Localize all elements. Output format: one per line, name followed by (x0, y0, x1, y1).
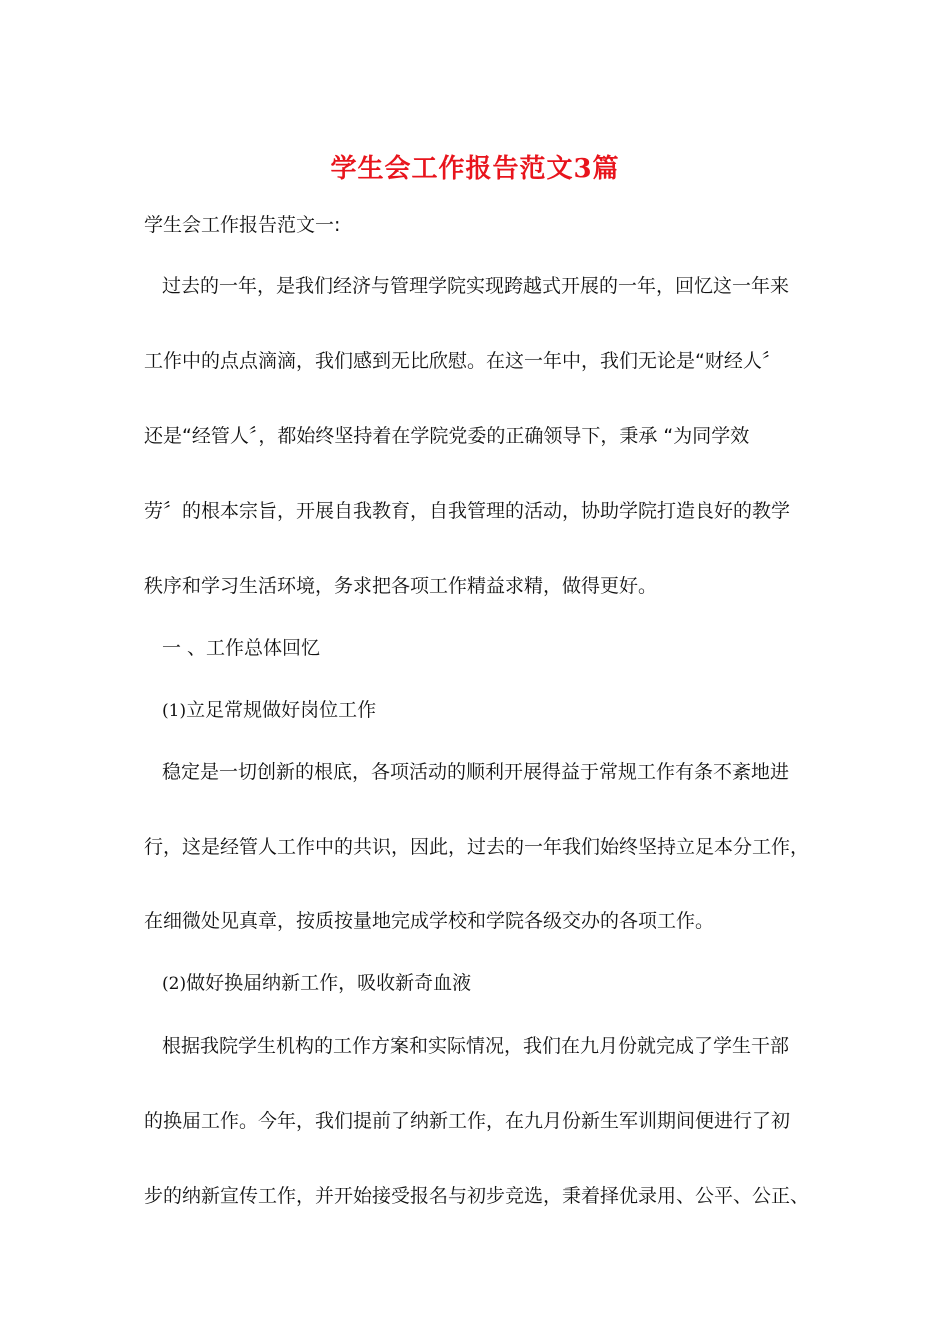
section-heading: 学生会工作报告范文一: (144, 214, 341, 236)
subsection-heading (162, 697, 832, 724)
subsection-heading (162, 970, 832, 997)
paragraph-line: 稳定是一切创新的根底，各项活动的顺利开展得益于常规工作有条不紊地进 (162, 761, 790, 783)
item-heading: 立足常规做好岗位工作 (186, 699, 377, 721)
item-number: (2) (162, 974, 187, 994)
paragraph-line: 步的纳新宣传工作，并开始接受报名与初步竞选，秉着择优录用、公平、公正、 (144, 1185, 810, 1207)
paragraph-line: 行，这是经管人工作中的共识，因此，过去的一年我们始终坚持立足本分工作， (144, 836, 810, 858)
item-number: (1) (162, 701, 187, 721)
paragraph-line: 工作中的点点滴滴，我们感到无比欣慰。在这一年中，我们无论是“财经人〞 (144, 350, 781, 372)
document-title: 学生会工作报告范文3篇 (330, 154, 620, 184)
paragraph-line: 的换届工作。今年，我们提前了纳新工作，在九月份新生军训期间便进行了初 (144, 1110, 791, 1132)
paragraph-line: 过去的一年，是我们经济与管理学院实现跨越式开展的一年，回忆这一年来 (162, 275, 790, 297)
paragraph-line: 在细微处见真章，按质按量地完成学校和学院各级交办的各项工作。 (144, 910, 715, 932)
paragraph-line: 还是“经管人〞，都始终坚持着在学院党委的正确领导下，秉承 “为同学效 (144, 425, 750, 447)
paragraph-line: 根据我院学生机构的工作方案和实际情况，我们在九月份就完成了学生干部 (162, 1035, 790, 1057)
item-heading: 做好换届纳新工作，吸收新奇血液 (186, 972, 472, 994)
paragraph-line: 秩序和学习生活环境，务求把各项工作精益求精，做得更好。 (144, 575, 658, 597)
subsection-heading: 一 、工作总体回忆 (162, 637, 321, 659)
paragraph-line: 劳〞的根本宗旨，开展自我教育，自我管理的活动，协助学院打造良好的教学 (144, 500, 791, 522)
